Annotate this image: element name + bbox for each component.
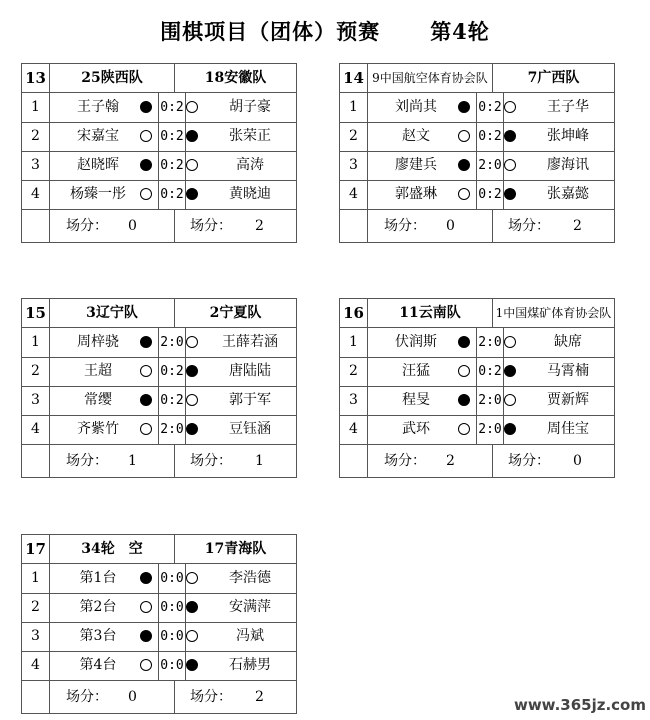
stone-b-icon [186, 336, 198, 348]
team-a-name: 9中国航空体育协会队 [368, 64, 493, 92]
player-a: 齐紫竹 [77, 421, 119, 437]
board-score: 2:0 [158, 415, 186, 444]
board-score: 2:0 [476, 151, 504, 180]
player-a: 郭盛琳 [395, 186, 437, 202]
stone-b-icon [504, 394, 516, 406]
player-b: 廖海讯 [547, 157, 589, 173]
board-row [340, 93, 614, 123]
match-table [339, 63, 615, 243]
stone-b-icon [186, 423, 198, 435]
points-b-label: 场分： [190, 689, 232, 705]
stone-a-icon [140, 101, 152, 113]
board-number: 2 [340, 122, 368, 151]
board-score: 0:0 [158, 622, 186, 651]
player-a: 常缨 [84, 392, 112, 408]
points-a-label: 场分： [384, 218, 426, 234]
board-score: 0:2 [476, 93, 504, 122]
match-points [22, 445, 296, 477]
match-points [22, 210, 296, 242]
player-b: 冯斌 [236, 628, 264, 644]
team-a-name: 34轮 空 [50, 535, 175, 563]
points-a-value: 0 [128, 689, 137, 705]
board-number: 1 [340, 328, 368, 357]
board-number: 1 [22, 564, 50, 593]
team-b-name: 1中国煤矿体育协会队 [495, 306, 612, 320]
stone-b-icon [186, 394, 198, 406]
points-b-value: 1 [255, 453, 264, 469]
player-b: 张荣正 [229, 128, 271, 144]
match-table [21, 534, 297, 714]
stone-b-icon [186, 188, 198, 200]
points-b-value: 0 [573, 453, 582, 469]
stone-a-icon [140, 394, 152, 406]
stone-b-icon [186, 572, 198, 584]
board-number: 4 [22, 415, 50, 444]
stone-a-icon [140, 159, 152, 171]
team-b-name: 7广西队 [527, 70, 580, 86]
board-number: 4 [22, 651, 50, 680]
points-a-label: 场分： [66, 689, 108, 705]
player-a: 汪猛 [402, 363, 430, 379]
match-points [22, 681, 296, 713]
match-table [21, 298, 297, 478]
points-b-value: 2 [573, 218, 582, 234]
board-score: 2:0 [476, 415, 504, 444]
player-a: 王超 [84, 363, 112, 379]
player-b: 安满萍 [229, 599, 271, 615]
board-row [22, 180, 296, 210]
stone-a-icon [458, 365, 470, 377]
match-number: 13 [22, 64, 50, 92]
points-b-label: 场分： [508, 218, 550, 234]
match-table [21, 63, 297, 243]
stone-b-icon [504, 188, 516, 200]
team-b-name: 18安徽队 [204, 70, 267, 86]
player-a: 第1台 [79, 570, 117, 586]
player-b: 唐陆陆 [229, 363, 271, 379]
stone-a-icon [458, 159, 470, 171]
match-header [340, 64, 614, 93]
match-number: 17 [22, 535, 50, 563]
points-a-label: 场分： [66, 453, 108, 469]
stone-b-icon [186, 659, 198, 671]
board-score: 2:0 [476, 386, 504, 415]
match-table [339, 298, 615, 478]
stone-a-icon [458, 423, 470, 435]
stone-b-icon [504, 423, 516, 435]
player-a: 第4台 [79, 657, 117, 673]
points-a-value: 0 [128, 218, 137, 234]
player-b: 马霄楠 [547, 363, 589, 379]
board-score: 0:2 [476, 180, 504, 209]
player-a: 宋嘉宝 [77, 128, 119, 144]
player-a: 程旻 [402, 392, 430, 408]
board-row [22, 386, 296, 416]
board-row [340, 357, 614, 387]
board-number: 2 [22, 122, 50, 151]
stone-b-icon [186, 130, 198, 142]
player-b: 张坤峰 [547, 128, 589, 144]
player-a: 廖建兵 [395, 157, 437, 173]
board-score: 0:2 [158, 180, 186, 209]
stone-a-icon [140, 423, 152, 435]
board-row [22, 93, 296, 123]
board-number: 3 [22, 151, 50, 180]
board-row [22, 328, 296, 358]
board-row [340, 180, 614, 210]
player-b: 高涛 [236, 157, 264, 173]
watermark: www.365jz.com [513, 696, 646, 714]
match-header [22, 299, 296, 328]
stone-a-icon [458, 336, 470, 348]
player-b: 张嘉懿 [547, 186, 589, 202]
player-b: 缺席 [554, 334, 582, 350]
board-row [22, 593, 296, 623]
team-a-name: 3辽宁队 [50, 299, 175, 327]
stone-b-icon [504, 336, 516, 348]
board-row [22, 122, 296, 152]
player-a: 伏润斯 [395, 334, 437, 350]
match-header [340, 299, 614, 328]
player-b: 李浩德 [229, 570, 271, 586]
team-b-name: 17青海队 [204, 541, 267, 557]
player-a: 周梓骁 [77, 334, 119, 350]
team-a-name: 25陕西队 [50, 64, 175, 92]
player-b: 黄晓迪 [229, 186, 271, 202]
board-number: 3 [340, 386, 368, 415]
points-a-value: 2 [446, 453, 455, 469]
player-a: 杨臻一彤 [70, 186, 126, 202]
player-b: 石赫男 [229, 657, 271, 673]
stone-a-icon [140, 130, 152, 142]
board-row [340, 122, 614, 152]
stone-b-icon [504, 159, 516, 171]
stone-b-icon [186, 159, 198, 171]
board-score: 0:2 [476, 357, 504, 386]
player-b: 贾新辉 [547, 392, 589, 408]
board-row [22, 651, 296, 681]
board-number: 2 [340, 357, 368, 386]
board-row [22, 564, 296, 594]
board-score: 0:2 [158, 122, 186, 151]
player-b: 胡子豪 [229, 99, 271, 115]
stone-b-icon [186, 630, 198, 642]
board-score: 0:2 [158, 93, 186, 122]
match-header [22, 64, 296, 93]
board-number: 1 [22, 93, 50, 122]
board-score: 0:2 [476, 122, 504, 151]
board-score: 0:2 [158, 357, 186, 386]
match-points [340, 210, 614, 242]
board-score: 2:0 [158, 328, 186, 357]
board-number: 1 [340, 93, 368, 122]
stone-b-icon [504, 365, 516, 377]
board-row [22, 357, 296, 387]
match-points [340, 445, 614, 477]
board-row [22, 622, 296, 652]
player-b: 郭于军 [229, 392, 271, 408]
board-number: 4 [340, 180, 368, 209]
board-number: 2 [22, 593, 50, 622]
points-b-label: 场分： [190, 218, 232, 234]
stone-a-icon [458, 188, 470, 200]
points-b-value: 2 [255, 689, 264, 705]
match-number: 14 [340, 64, 368, 92]
points-b-value: 2 [255, 218, 264, 234]
match-number: 15 [22, 299, 50, 327]
board-score: 0:2 [158, 386, 186, 415]
match-number: 16 [340, 299, 368, 327]
board-score: 2:0 [476, 328, 504, 357]
stone-b-icon [186, 601, 198, 613]
board-row [22, 415, 296, 445]
points-b-label: 场分： [190, 453, 232, 469]
stone-a-icon [458, 101, 470, 113]
stone-a-icon [140, 188, 152, 200]
player-a: 第3台 [79, 628, 117, 644]
board-number: 2 [22, 357, 50, 386]
title-main: 围棋项目（团体）预赛 [160, 19, 381, 44]
stone-a-icon [458, 394, 470, 406]
board-number: 1 [22, 328, 50, 357]
board-row [340, 386, 614, 416]
stone-b-icon [504, 130, 516, 142]
board-score: 0:0 [158, 564, 186, 593]
points-a-value: 0 [446, 218, 455, 234]
title-round: 第4轮 [430, 19, 490, 44]
player-a: 刘尚其 [395, 99, 437, 115]
player-b: 周佳宝 [547, 421, 589, 437]
board-score: 0:0 [158, 593, 186, 622]
board-number: 3 [22, 386, 50, 415]
stone-b-icon [504, 101, 516, 113]
stone-b-icon [186, 365, 198, 377]
stone-a-icon [140, 365, 152, 377]
board-number: 3 [340, 151, 368, 180]
stone-a-icon [140, 572, 152, 584]
player-a: 武环 [402, 421, 430, 437]
board-score: 0:0 [158, 651, 186, 680]
board-score: 0:2 [158, 151, 186, 180]
stone-a-icon [140, 336, 152, 348]
player-a: 赵晓晖 [77, 157, 119, 173]
stone-a-icon [140, 630, 152, 642]
points-b-label: 场分： [508, 453, 550, 469]
board-number: 4 [340, 415, 368, 444]
player-b: 豆钰涵 [229, 421, 271, 437]
board-number: 4 [22, 180, 50, 209]
team-a-name: 11云南队 [368, 299, 493, 327]
board-row [22, 151, 296, 181]
stone-b-icon [186, 101, 198, 113]
team-b-name: 2宁夏队 [209, 305, 262, 321]
board-row [340, 415, 614, 445]
player-a: 王子翰 [77, 99, 119, 115]
points-a-label: 场分： [66, 218, 108, 234]
page-title [0, 16, 650, 46]
points-a-value: 1 [128, 453, 137, 469]
stone-a-icon [140, 601, 152, 613]
stone-a-icon [140, 659, 152, 671]
player-a: 赵文 [402, 128, 430, 144]
player-b: 王子华 [547, 99, 589, 115]
board-row [340, 328, 614, 358]
stone-a-icon [458, 130, 470, 142]
player-a: 第2台 [79, 599, 117, 615]
player-b: 王薛若涵 [222, 334, 278, 350]
board-number: 3 [22, 622, 50, 651]
points-a-label: 场分： [384, 453, 426, 469]
match-header [22, 535, 296, 564]
board-row [340, 151, 614, 181]
